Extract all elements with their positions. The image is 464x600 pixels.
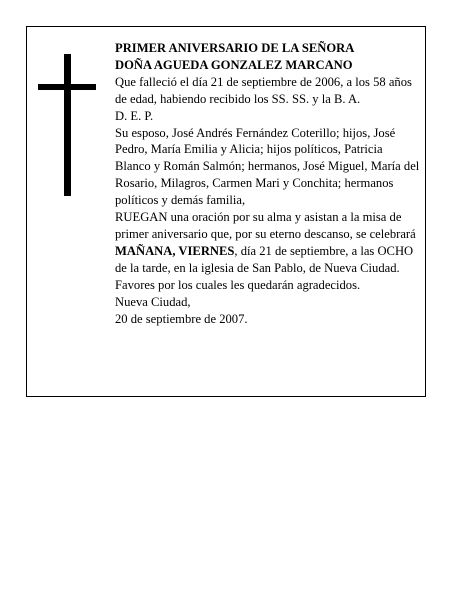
request-highlight: MAÑANA, VIERNES (115, 243, 235, 258)
death-info: Que falleció el día 21 de septiembre de 2006, a los 58 años de edad, habiendo recibido los SS. SS. y la B. A. (115, 74, 412, 106)
family-text: Su esposo, José Andrés Fernández Coterillo; hijos, José Pedro, María Emilia y Alicia; hijos políticos, Patricia Blanco y Román Salmón; hermanos, José Miguel, María del Rosario, Milagros, Carmen Mari y Conchita; hermanos políticos y demás familia, (115, 125, 420, 208)
notice-title-line1: PRIMER ANIVERSARIO DE LA SEÑORA (115, 41, 355, 55)
rip-text: D. E. P. (115, 108, 154, 123)
date-text: 20 de septiembre de 2007. (115, 311, 248, 326)
notice-title-line2: DOÑA AGUEDA GONZALEZ MARCANO (115, 57, 353, 72)
place-text: Nueva Ciudad, (115, 294, 191, 309)
cross-icon-bar (38, 84, 96, 90)
notice-text (115, 40, 420, 327)
request-part2: , día 21 de septiembre, a las OCHO de la tarde, en la iglesia de San Pablo, de Nueva Ciudad. Favores por los cuales les quedarán agradecidos. (115, 243, 414, 292)
request-part1: RUEGAN una oración por su alma y asistan a la misa de primer aniversario que, por su eterno descanso, se celebrará (115, 210, 416, 241)
cross-icon (64, 54, 71, 196)
request-text (115, 209, 420, 294)
